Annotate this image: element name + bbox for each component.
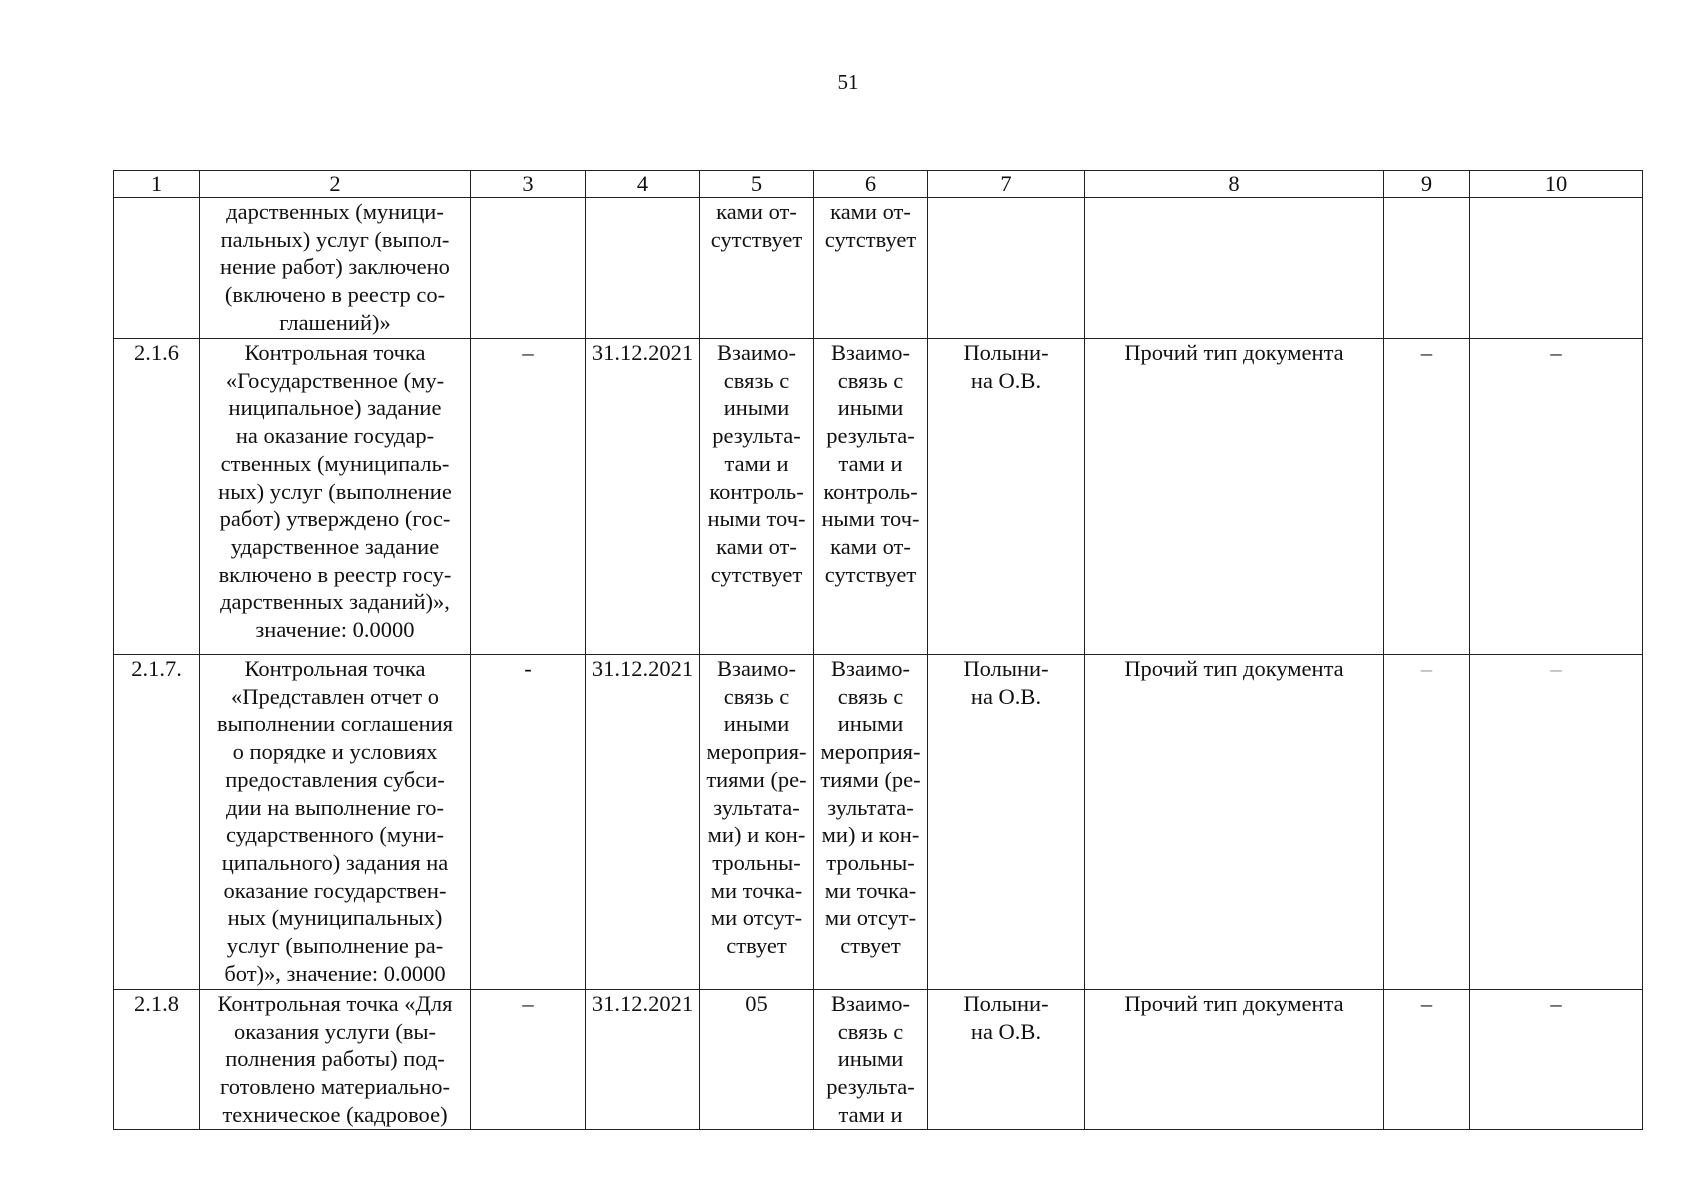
column-number: 7 xyxy=(928,171,1085,198)
cell-col3: – xyxy=(471,339,586,655)
item-description: дарственных (муници- пальных) услуг (выпол- нение работ) заключено (включено в реестр со- глашений)» xyxy=(200,198,471,339)
item-description: Контрольная точка «Государственное (му- ниципальное) задание на оказание государ- ственных (муниципаль- ных) услуг (выполнение работ) утверждено (гос- ударственное задание включено в реестр госу- дарственных заданий)», значение: 0.0000 xyxy=(200,339,471,655)
item-number xyxy=(114,198,200,339)
cell-col6: Взаимо- связь с иными результа- тами и контроль- ными точ- ками от- сутствует xyxy=(814,339,928,655)
column-number: 2 xyxy=(200,171,471,198)
column-number: 9 xyxy=(1384,171,1470,198)
column-number: 3 xyxy=(471,171,586,198)
item-doc-type: Прочий тип документа xyxy=(1085,339,1384,655)
cell-col10: – xyxy=(1470,339,1643,655)
cell-col5: ками от- сутствует xyxy=(700,198,814,339)
cell-col3: - xyxy=(471,655,586,990)
cell-col5: 05 xyxy=(700,990,814,1130)
cell-col9 xyxy=(1384,198,1470,339)
cell-col9: – xyxy=(1384,990,1470,1130)
cell-col10: – xyxy=(1470,655,1643,990)
column-number: 8 xyxy=(1085,171,1384,198)
column-number: 5 xyxy=(700,171,814,198)
column-number-row xyxy=(114,171,1643,198)
item-doc-type: Прочий тип документа xyxy=(1085,990,1384,1130)
column-number: 4 xyxy=(586,171,700,198)
cell-col5: Взаимо- связь с иными мероприя- тиями (ре- зультата- ми) и кон- трольны- ми точка- ми отсут- ствует xyxy=(700,655,814,990)
item-responsible xyxy=(928,198,1085,339)
cell-col10 xyxy=(1470,198,1643,339)
cell-col9: – xyxy=(1384,339,1470,655)
cell-col5: Взаимо- связь с иными результа- тами и контроль- ными точ- ками от- сутствует xyxy=(700,339,814,655)
item-number: 2.1.6 xyxy=(114,339,200,655)
item-date: 31.12.2021 xyxy=(586,990,700,1130)
control-points-table xyxy=(113,170,1643,1130)
item-number: 2.1.7. xyxy=(114,655,200,990)
column-number: 10 xyxy=(1470,171,1643,198)
cell-col6: ками от- сутствует xyxy=(814,198,928,339)
item-date xyxy=(586,198,700,339)
cell-col3 xyxy=(471,198,586,339)
item-doc-type: Прочий тип документа xyxy=(1085,655,1384,990)
item-responsible: Полыни- на О.В. xyxy=(928,339,1085,655)
cell-col6: Взаимо- связь с иными результа- тами и xyxy=(814,990,928,1130)
cell-col6: Взаимо- связь с иными мероприя- тиями (ре- зультата- ми) и кон- трольны- ми точка- ми отсут- ствует xyxy=(814,655,928,990)
column-number: 1 xyxy=(114,171,200,198)
table-row xyxy=(114,990,1643,1130)
item-description: Контрольная точка «Для оказания услуги (вы- полнения работы) под- готовлено материально- техническое (кадровое) xyxy=(200,990,471,1130)
page-number: 51 xyxy=(837,70,859,94)
item-description: Контрольная точка «Представлен отчет о выполнении соглашения о порядке и условиях предоставления субси- дии на выполнение го- сударственного (муни- ципального) задания на оказание государствен- ных (муниципальных) услуг (выполнение ра- бот)», значение: 0.0000 xyxy=(200,655,471,990)
table-row xyxy=(114,339,1643,655)
column-number: 6 xyxy=(814,171,928,198)
item-doc-type xyxy=(1085,198,1384,339)
item-date: 31.12.2021 xyxy=(586,339,700,655)
cell-col3: – xyxy=(471,990,586,1130)
cell-col10: – xyxy=(1470,990,1643,1130)
table-row xyxy=(114,198,1643,339)
item-responsible: Полыни- на О.В. xyxy=(928,655,1085,990)
cell-col9: – xyxy=(1384,655,1470,990)
item-date: 31.12.2021 xyxy=(586,655,700,990)
table-row xyxy=(114,655,1643,990)
item-number: 2.1.8 xyxy=(114,990,200,1130)
item-responsible: Полыни- на О.В. xyxy=(928,990,1085,1130)
